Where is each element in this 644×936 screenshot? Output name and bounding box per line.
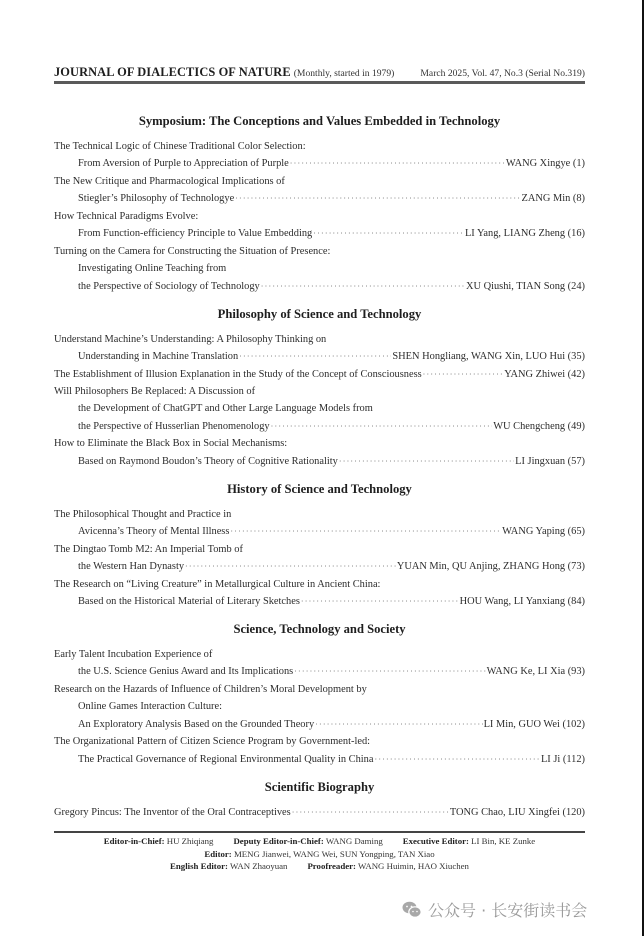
dot-leader xyxy=(185,560,396,574)
article-authors-page: WANG Ke, LI Xia (93) xyxy=(486,666,585,677)
dot-leader xyxy=(315,718,482,732)
toc-entry[interactable] xyxy=(54,806,585,820)
masthead-label: Executive Editor: xyxy=(402,836,469,846)
masthead-line-3 xyxy=(54,861,585,871)
section-title: Science, Technology and Society xyxy=(233,622,406,636)
masthead-label: Editor-in-Chief: xyxy=(103,836,165,846)
dot-leader xyxy=(271,420,493,434)
masthead-line-2 xyxy=(54,849,585,859)
article-title-line[interactable]: The Organizational Pattern of Citizen Science Program by Government-led: xyxy=(54,736,371,747)
dot-leader xyxy=(423,368,504,382)
article-title-line[interactable]: The Research on “Living Creature” in Metallurgical Culture in Ancient China: xyxy=(54,579,381,590)
article-title-line[interactable]: Early Talent Incubation Experience of xyxy=(54,649,213,660)
article-title-line: Understanding in Machine Translation xyxy=(78,351,239,362)
article-title-line: Based on Raymond Boudon’s Theory of Cognitive Rationality xyxy=(78,456,338,467)
article-title-line[interactable]: Turning on the Camera for Constructing the Situation of Presence: xyxy=(54,246,331,257)
section-title: Scientific Biography xyxy=(264,780,375,794)
header-rule xyxy=(54,81,585,84)
article-title-line[interactable]: the Development of ChatGPT and Other Large Language Models from xyxy=(78,403,373,414)
masthead-label: Deputy Editor-in-Chief: xyxy=(233,836,324,846)
masthead-value: WANG Daming xyxy=(325,836,383,846)
toc-entry[interactable] xyxy=(78,350,585,364)
article-title-line: Stiegler’s Philosophy of Technologye xyxy=(78,193,235,204)
masthead-line-1 xyxy=(54,836,585,846)
article-title-line: the Western Han Dynasty xyxy=(78,561,185,572)
watermark-text: 公众号 · 长安街读书会 xyxy=(428,901,588,920)
article-title-line: the Perspective of Sociology of Technology xyxy=(78,281,260,292)
journal-title: JOURNAL OF DIALECTICS OF NATURE xyxy=(54,65,291,79)
article-title-line[interactable]: The Philosophical Thought and Practice in xyxy=(54,509,232,520)
dot-leader xyxy=(235,192,520,206)
dot-leader xyxy=(261,280,465,294)
article-title-line[interactable]: How Technical Paradigms Evolve: xyxy=(54,211,199,222)
toc-entry[interactable] xyxy=(78,525,585,539)
article-authors-page: LI Yang, LIANG Zheng (16) xyxy=(464,228,585,239)
article-authors-page: WU Chengcheng (49) xyxy=(493,421,585,432)
journal-header xyxy=(54,63,585,81)
footer-rule xyxy=(54,831,585,833)
article-authors-page: XU Qiushi, TIAN Song (24) xyxy=(465,281,585,292)
article-authors-page: TONG Chao, LIU Xingfei (120) xyxy=(449,807,585,818)
article-title-line: The Establishment of Illusion Explanation in the Study of the Concept of Consciousness xyxy=(54,369,422,380)
toc-entry[interactable] xyxy=(78,753,585,767)
journal-title-group xyxy=(54,63,394,81)
masthead-value: MENG Jianwei, WANG Wei, SUN Yongping, TAN Xiao xyxy=(233,849,435,859)
wechat-icon xyxy=(402,901,422,918)
article-authors-page: LI Ji (112) xyxy=(540,754,585,765)
toc-entry[interactable] xyxy=(78,718,585,732)
masthead-label: Editor: xyxy=(204,849,232,859)
dot-leader xyxy=(290,157,505,171)
toc-entry[interactable] xyxy=(78,280,585,294)
article-title-line[interactable]: The New Critique and Pharmacological Implications of xyxy=(54,176,285,187)
dot-leader xyxy=(294,665,485,679)
article-title-line[interactable]: Understand Machine’s Understanding: A Philosophy Thinking on xyxy=(54,334,327,345)
article-title-line: An Exploratory Analysis Based on the Grounded Theory xyxy=(78,719,315,730)
wechat-watermark xyxy=(402,898,587,921)
toc-entry[interactable] xyxy=(78,455,585,469)
article-authors-page: LI Min, GUO Wei (102) xyxy=(483,719,585,730)
article-title-line[interactable]: Online Games Interaction Culture: xyxy=(78,701,222,712)
article-title-line: Gregory Pincus: The Inventor of the Oral Contraceptives xyxy=(54,807,291,818)
dot-leader xyxy=(301,595,459,609)
toc-entry[interactable] xyxy=(78,157,585,171)
toc-entry[interactable] xyxy=(78,595,585,609)
article-authors-page: LI Jingxuan (57) xyxy=(515,456,585,467)
masthead-value: HU Zhiqiang xyxy=(166,836,214,846)
dot-leader xyxy=(239,350,391,364)
toc-entry[interactable] xyxy=(78,192,585,206)
toc-entry[interactable] xyxy=(78,560,585,574)
article-title-line: the U.S. Science Genius Award and Its Implications xyxy=(78,666,294,677)
article-title-line: From Aversion of Purple to Appreciation of Purple xyxy=(78,158,289,169)
article-title-line[interactable]: The Technical Logic of Chinese Traditional Color Selection: xyxy=(54,141,306,152)
journal-subtitle: (Monthly, started in 1979) xyxy=(293,68,395,79)
section-title: History of Science and Technology xyxy=(227,482,412,496)
section-title: Philosophy of Science and Technology xyxy=(217,307,422,321)
masthead-value: LI Bin, KE Zunke xyxy=(471,836,536,846)
article-title-line: Based on the Historical Material of Literary Sketches xyxy=(78,596,300,607)
article-title-line[interactable]: The Dingtao Tomb M2: An Imperial Tomb of xyxy=(54,544,243,555)
article-title-line: From Function-efficiency Principle to Value Embedding xyxy=(78,228,313,239)
dot-leader xyxy=(230,525,501,539)
section-title: Symposium: The Conceptions and Values Embedded in Technology xyxy=(138,114,501,128)
toc-entry[interactable] xyxy=(54,368,585,382)
toc-entry[interactable] xyxy=(78,227,585,241)
toc-entry[interactable] xyxy=(78,420,585,434)
article-authors-page: ZANG Min (8) xyxy=(521,193,585,204)
article-title-line[interactable]: How to Eliminate the Black Box in Social Mechanisms: xyxy=(54,438,288,449)
dot-leader xyxy=(339,455,514,469)
article-title-line[interactable]: Investigating Online Teaching from xyxy=(78,263,227,274)
article-title-line[interactable]: Research on the Hazards of Influence of Children’s Moral Development by xyxy=(54,684,367,695)
dot-leader xyxy=(313,227,464,241)
article-authors-page: SHEN Hongliang, WANG Xin, LUO Hui (35) xyxy=(392,351,585,362)
masthead-value: WANG Huimin, HAO Xiuchen xyxy=(358,861,469,871)
article-authors-page: WANG Yaping (65) xyxy=(502,526,585,537)
issue-info: March 2025, Vol. 47, No.3 (Serial No.319) xyxy=(420,68,585,79)
dot-leader xyxy=(292,806,449,820)
article-title-line[interactable]: Will Philosophers Be Replaced: A Discussion of xyxy=(54,386,256,397)
article-authors-page: HOU Wang, LI Yanxiang (84) xyxy=(459,596,585,607)
masthead-value: WAN Zhaoyuan xyxy=(230,861,288,871)
article-title-line: the Perspective of Husserlian Phenomenology xyxy=(78,421,270,432)
article-title-line: Avicenna’s Theory of Mental Illness xyxy=(78,526,230,537)
article-authors-page: WANG Xingye (1) xyxy=(505,158,585,169)
masthead-label: English Editor: xyxy=(170,861,228,871)
toc-entry[interactable] xyxy=(78,665,585,679)
article-title-line: The Practical Governance of Regional Environmental Quality in China xyxy=(78,754,374,765)
article-authors-page: YUAN Min, QU Anjing, ZHANG Hong (73) xyxy=(396,561,585,572)
masthead-label: Proofreader: xyxy=(307,861,356,871)
article-authors-page: YANG Zhiwei (42) xyxy=(504,369,585,380)
dot-leader xyxy=(374,753,539,767)
